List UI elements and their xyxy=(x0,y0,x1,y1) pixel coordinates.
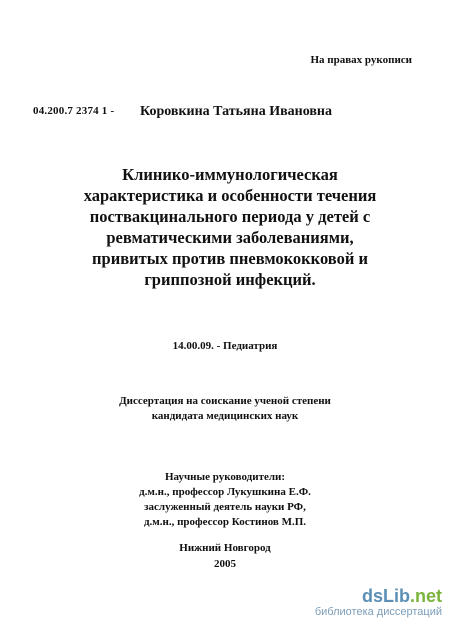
degree-line: кандидата медицинских наук xyxy=(151,410,299,422)
year: 2005 xyxy=(214,558,236,570)
supervisor-line: д.м.н., профессор Лукушкина Е.Ф. xyxy=(139,486,311,498)
title-line: характеристика и особенности течения xyxy=(83,186,377,205)
degree-line: Диссертация на соискание ученой степени xyxy=(119,395,331,407)
supervisor-line: д.м.н., профессор Костинов М.П. xyxy=(143,516,307,528)
supervisors-heading: Научные руководители: xyxy=(164,471,286,483)
dslib-watermark xyxy=(315,586,442,619)
title-line: привитых против пневмококковой и xyxy=(92,249,368,268)
rights-note: На правах рукописи xyxy=(310,54,412,66)
catalog-number: 04.200.7 2374 1 - xyxy=(33,105,115,117)
logo-part-ds: dsLib xyxy=(361,586,410,606)
supervisors-block xyxy=(0,470,450,530)
logo-part-net: .net xyxy=(409,586,442,606)
degree-statement xyxy=(0,394,450,424)
title-line: гриппозной инфекций. xyxy=(144,270,316,289)
dissertation-title xyxy=(50,164,410,290)
watermark-logo xyxy=(315,586,442,606)
author-name: Коровкина Татьяна Ивановна xyxy=(140,104,332,119)
title-line: Клинико-иммунологическая xyxy=(122,165,338,184)
place-and-year xyxy=(0,540,450,572)
title-line: ревматическими заболеваниями, xyxy=(106,228,354,247)
supervisor-line: заслуженный деятель науки РФ, xyxy=(144,501,306,513)
watermark-subtitle: библиотека диссертаций xyxy=(314,606,442,618)
specialty-code: 14.00.09. - Педиатрия xyxy=(172,340,278,352)
title-line: поствакцинального периода у детей с xyxy=(89,207,371,226)
city: Нижний Новгород xyxy=(179,542,271,554)
